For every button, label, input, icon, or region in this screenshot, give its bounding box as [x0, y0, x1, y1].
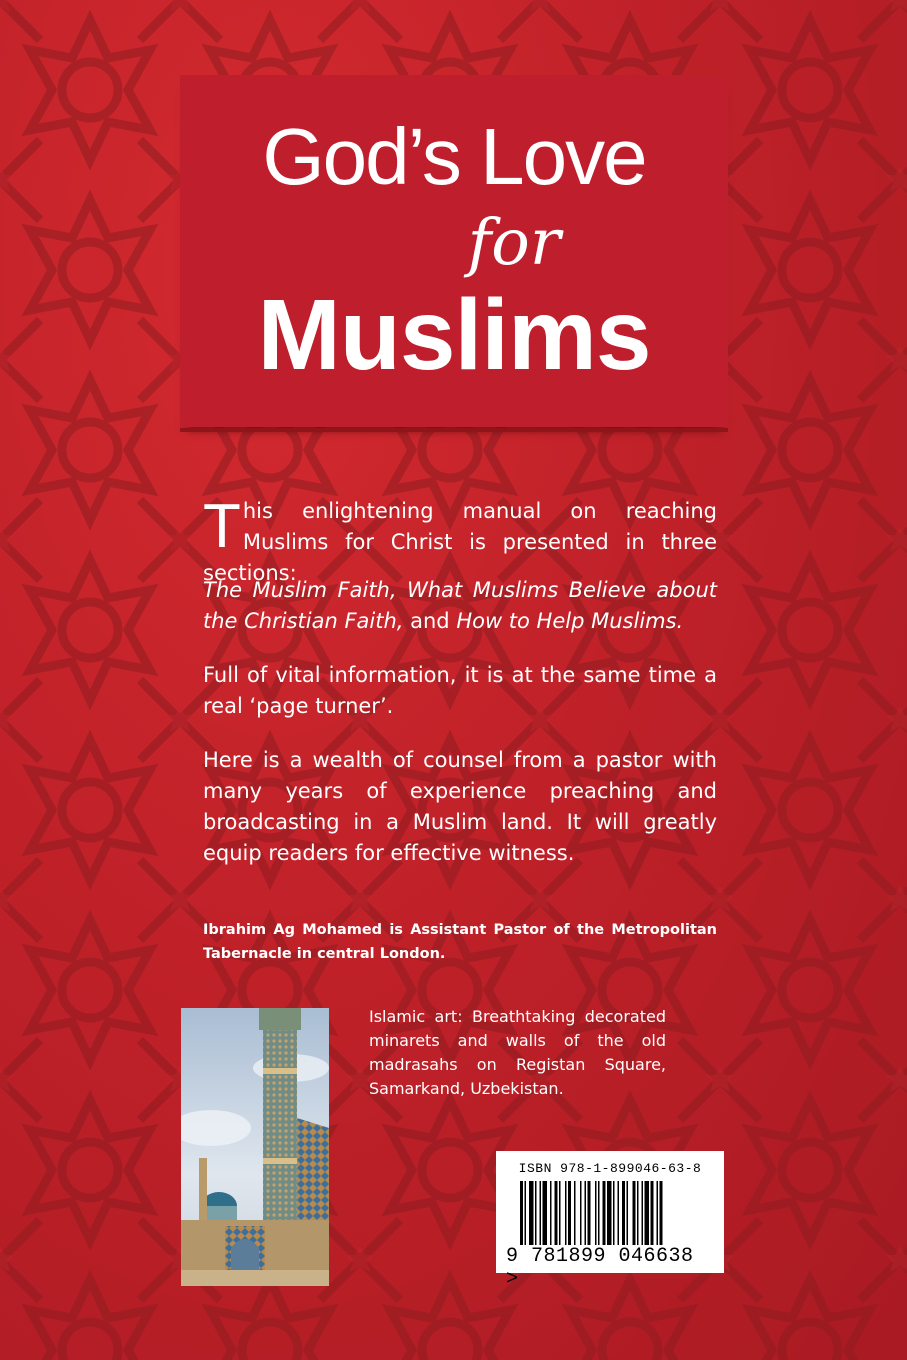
title-line-2: for	[467, 206, 561, 280]
section-titles: The Muslim Faith, What Muslims Believe about the Christian Faith,	[203, 578, 717, 633]
blurb-paragraph-1-text: his enlightening manual on reaching Muslims for Christ is presented in three sections:	[203, 499, 717, 585]
title-panel	[180, 75, 728, 427]
minaret-photo	[181, 1008, 329, 1286]
title-line-1: God’s Love	[262, 112, 646, 201]
conjunction: and	[403, 609, 457, 633]
blurb-paragraph-3: Full of vital information, it is at the same time a real ‘page turner’.	[203, 663, 717, 718]
title-divider	[180, 428, 728, 432]
blurb-paragraph-2	[203, 575, 717, 637]
barcode-box	[496, 1151, 724, 1291]
title-line-3: Muslims	[257, 279, 651, 391]
section-title-last: How to Help Muslims.	[456, 609, 684, 633]
isbn-label: ISBN 978-1-899046-63-8	[518, 1161, 702, 1176]
author-note: Ibrahim Ag Mohamed is Assistant Pastor of the Metropolitan Tabernacle in central London.	[203, 922, 717, 962]
barcode-digits: 9 781899 046638 >	[506, 1245, 694, 1291]
blurb-paragraph-4: Here is a wealth of counsel from a pastor with many years of experience preaching and broadcasting in a Muslim land. It will greatly equip readers for effective witness.	[203, 748, 717, 865]
barcode-bars	[520, 1181, 700, 1245]
drop-cap: T	[203, 492, 241, 561]
photo-caption: Islamic art: Breathtaking decorated minarets and walls of the old madrasahs on Registan Square, Samarkand, Uzbekistan.	[369, 1007, 666, 1098]
